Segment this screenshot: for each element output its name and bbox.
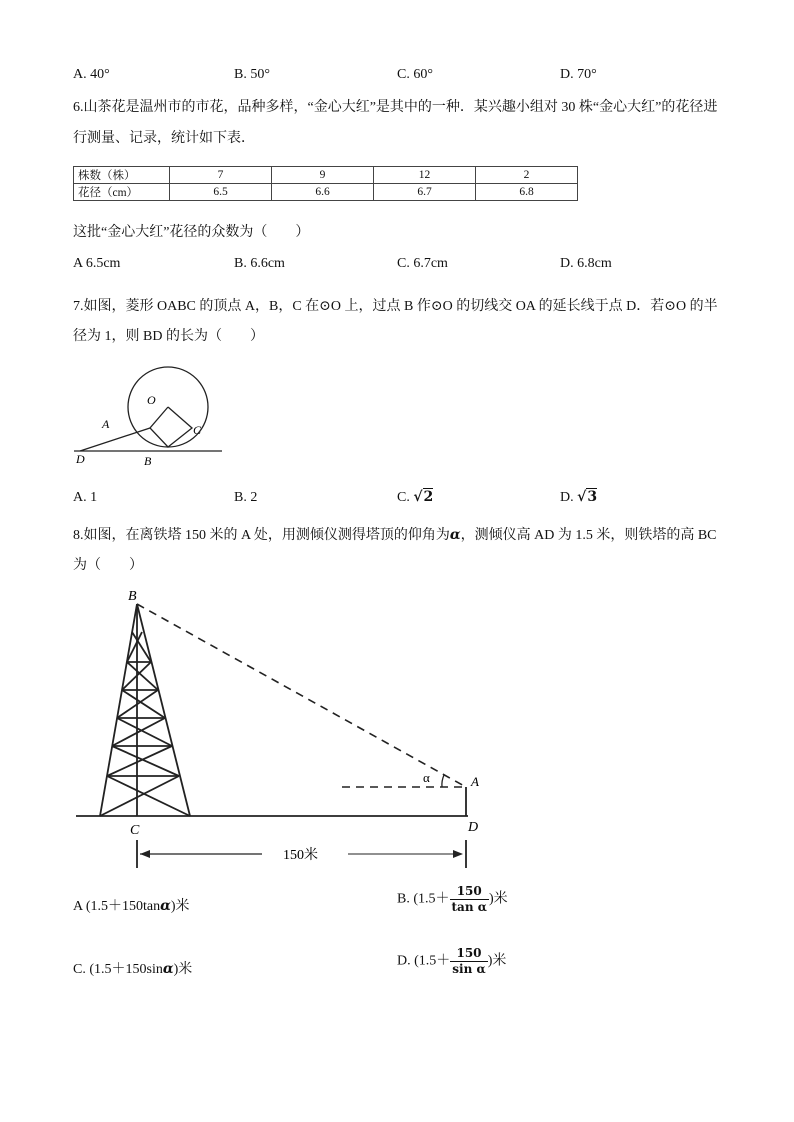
- tower: [100, 604, 190, 816]
- arrow-right-icon: [453, 850, 463, 858]
- q8-option-b-suffix: )米: [488, 891, 508, 907]
- q7-option-d-prefix: D.: [560, 490, 578, 505]
- label-o: O: [147, 393, 156, 407]
- q6-question: 这批“金心大红”花径的众数为（ ）: [73, 225, 310, 240]
- q7-option-c-radicand: 2: [423, 489, 434, 505]
- angle-arc: [442, 775, 444, 787]
- q8-text-line2: 为（ ）: [73, 558, 143, 573]
- q7-option-c: [397, 489, 433, 506]
- q7-option-d-radicand: 3: [587, 489, 598, 505]
- arrow-left-icon: [140, 850, 150, 858]
- q8-text-part1: 8.如图，在离铁塔 150 米的 A 处，用测倾仪测得塔顶的仰角为: [73, 528, 450, 543]
- label-b: B: [128, 589, 137, 604]
- q6-stats-table: [73, 166, 578, 201]
- q6-option-c: C. 6.7cm: [397, 256, 448, 271]
- fraction: [450, 884, 489, 915]
- sqrt-icon: √3: [577, 489, 598, 505]
- alpha-symbol: α: [160, 898, 171, 914]
- table-row: [74, 167, 578, 184]
- q8-text-line1: [73, 525, 717, 546]
- fraction-numerator: 150: [450, 946, 487, 962]
- q8-text-part2: ，测倾仪高 AD 为 1.5 米，则铁塔的高 BC: [460, 528, 717, 543]
- q8-option-c-suffix: )米: [173, 962, 193, 977]
- label-distance: 150米: [283, 848, 318, 863]
- q8-option-d: [397, 946, 506, 977]
- label-a: A: [102, 417, 110, 431]
- q8-figure: [70, 582, 500, 872]
- q7-text-line1: 7.如图，菱形 OABC 的顶点 A，B，C 在⊙O 上，过点 B 作⊙O 的切线交 OA 的延长线于点 D．若⊙O 的半: [73, 299, 718, 314]
- table-row: [74, 184, 578, 201]
- table-cell: 6.6: [272, 184, 374, 201]
- q8-option-b-prefix: B. (1.5＋: [397, 891, 450, 907]
- alpha-symbol: α: [449, 527, 461, 543]
- q5-option-b: B. 50°: [234, 67, 270, 82]
- sqrt-icon: √2: [413, 489, 434, 505]
- q7-text-line2: 径为 1，则 BD 的长为（ ）: [73, 329, 264, 344]
- label-a: A: [471, 774, 479, 789]
- q5-option-c: C. 60°: [397, 67, 433, 82]
- q6-text-line2: 行测量、记录，统计如下表．: [73, 131, 255, 146]
- table-cell: 6.8: [476, 184, 578, 201]
- table-cell: 2: [476, 167, 578, 184]
- q8-option-c-prefix: C. (1.5＋150sin: [73, 962, 163, 977]
- sight-line: [137, 604, 466, 787]
- q8-option-a: [73, 895, 190, 915]
- table-cell: 6.7: [374, 184, 476, 201]
- line-da: [80, 428, 150, 451]
- table-cell: 12: [374, 167, 476, 184]
- q5-option-d: D. 70°: [560, 67, 597, 82]
- q8-option-d-prefix: D. (1.5＋: [397, 953, 451, 969]
- q6-option-a: A 6.5cm: [73, 256, 121, 271]
- q6-option-b: B. 6.6cm: [234, 256, 285, 271]
- rhombus-oabc: [150, 407, 192, 447]
- q7-option-d: [560, 489, 597, 506]
- q7-figure: [70, 360, 230, 472]
- q8-option-a-suffix: )米: [170, 899, 190, 914]
- q5-option-a: A. 40°: [73, 67, 110, 82]
- table-header-count: 株数（株）: [74, 167, 170, 184]
- table-header-diameter: 花径（cm）: [74, 184, 170, 201]
- alpha-symbol: α: [162, 961, 174, 977]
- q8-option-a-prefix: A (1.5＋150tan: [73, 899, 161, 914]
- label-alpha: α: [423, 770, 430, 785]
- fraction-denominator: sin α: [452, 962, 486, 976]
- q7-option-c-prefix: C.: [397, 490, 414, 505]
- q7-option-a: A. 1: [73, 490, 98, 505]
- label-c: C: [130, 823, 140, 838]
- fraction-denominator: tan α: [451, 900, 487, 914]
- label-c: C: [193, 423, 202, 437]
- q8-option-c: [73, 958, 192, 978]
- q7-option-b: B. 2: [234, 490, 258, 505]
- label-b: B: [144, 454, 152, 468]
- q6-text-line1: 6.山茶花是温州市的市花，品种多样，“金心大红”是其中的一种．某兴趣小组对 30 株“金心大红”的花径进: [73, 100, 718, 115]
- table-cell: 6.5: [170, 184, 272, 201]
- label-d: D: [76, 452, 85, 466]
- q6-option-d: D. 6.8cm: [560, 256, 612, 271]
- fraction-numerator: 150: [450, 884, 489, 900]
- table-cell: 7: [170, 167, 272, 184]
- q8-option-b: [397, 884, 508, 915]
- q8-option-d-suffix: )米: [487, 953, 507, 969]
- table-cell: 9: [272, 167, 374, 184]
- label-d: D: [468, 820, 479, 835]
- fraction: [450, 946, 487, 977]
